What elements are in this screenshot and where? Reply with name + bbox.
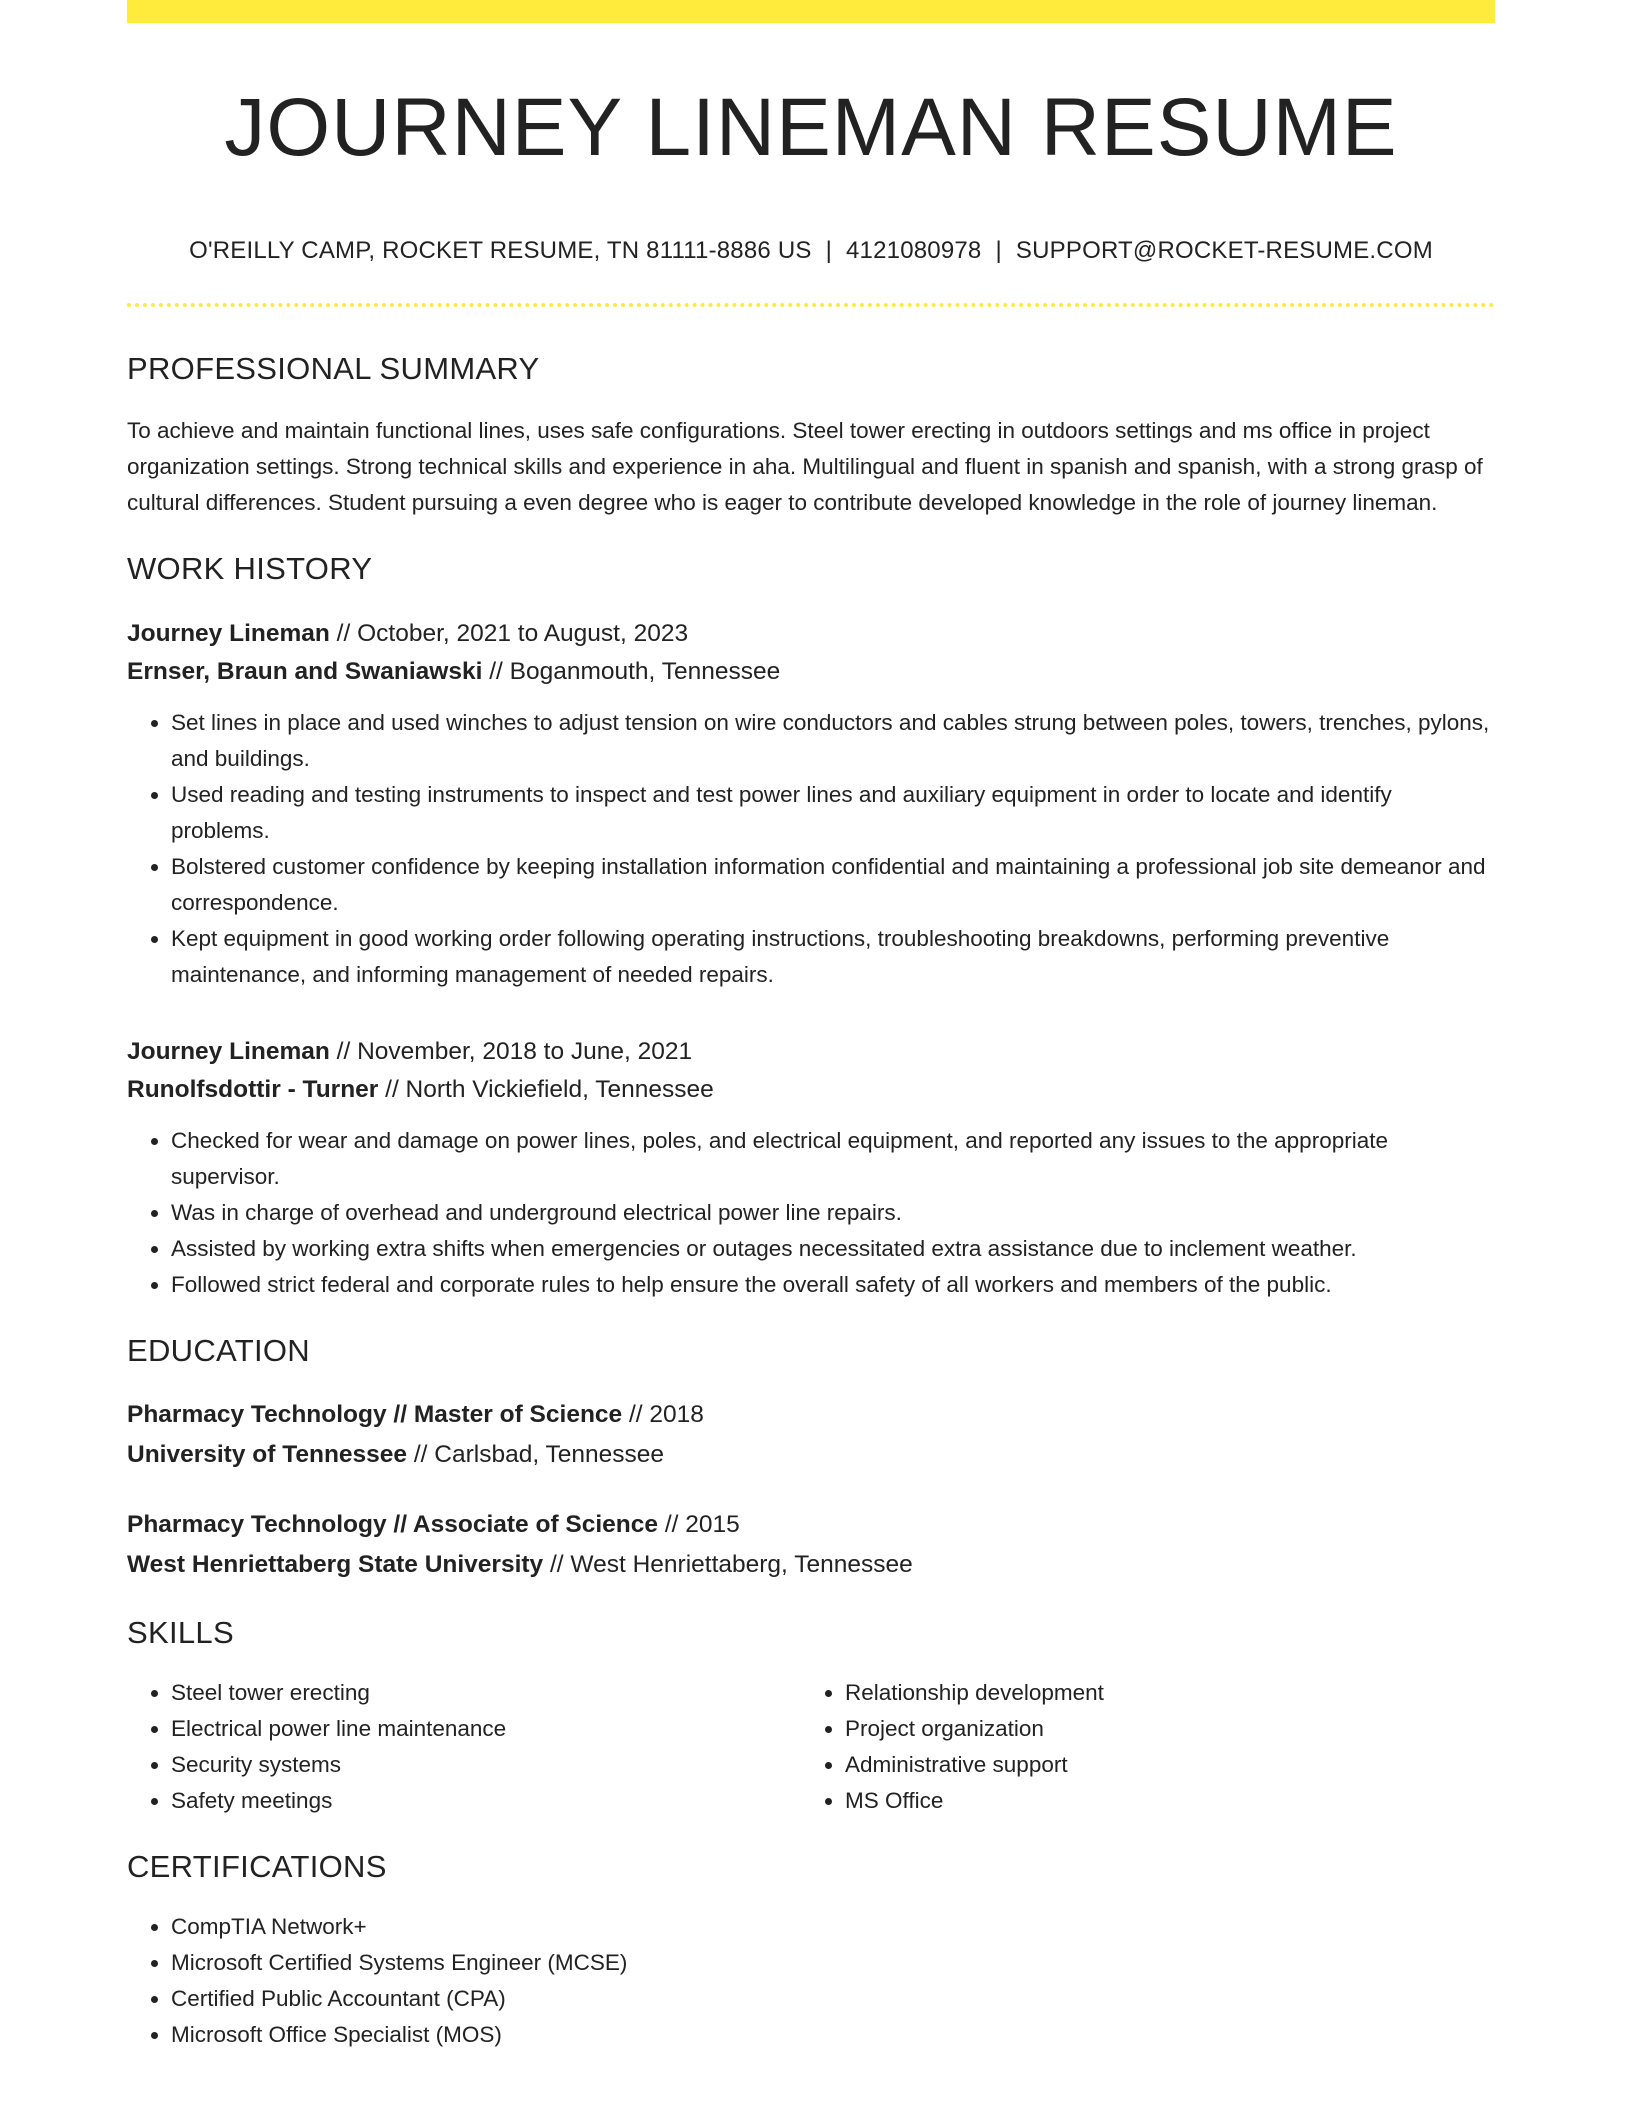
section-heading-education: EDUCATION xyxy=(127,1333,310,1369)
skill-item: • Electrical power line maintenance xyxy=(171,1711,801,1747)
job-bullet: • Used reading and testing instruments to inspect and test power lines and auxiliary equipment in order to locate and identify problems. xyxy=(171,777,1495,849)
certification-item: • CompTIA Network+ xyxy=(171,1909,1495,1945)
skill-item: • Steel tower erecting xyxy=(171,1675,801,1711)
skills-list xyxy=(127,1675,801,1819)
skill-item: • MS Office xyxy=(845,1783,1475,1819)
section-heading-work: WORK HISTORY xyxy=(127,551,373,587)
certification-item: • Microsoft Office Specialist (MOS) xyxy=(171,2017,1495,2053)
summary-text: To achieve and maintain functional lines, uses safe configurations. Steel tower erecting in outdoors settings and ms office in project organization settings. Strong technical skills and experience in aha. Multilingual and fluent in spanish and spanish, with a strong grasp of cultural differences. Student pursuing a even degree who is eager to contribute developed knowledge in the role of journey lineman. xyxy=(127,418,1483,516)
job-entry xyxy=(127,1033,1495,1303)
job-location: // North Vickiefield, Tennessee xyxy=(378,1076,714,1104)
job-bullet: • Bolstered customer confidence by keeping installation information confidential and maintaining a professional job site demeanor and correspondence. xyxy=(171,849,1495,921)
skill-item: • Safety meetings xyxy=(171,1783,801,1819)
skills-section xyxy=(127,1615,1495,1819)
education-entry xyxy=(127,1395,1495,1475)
job-company: Runolfsdottir - Turner xyxy=(127,1076,379,1104)
section-heading-skills: SKILLS xyxy=(127,1615,234,1651)
education-location: // West Henriettaberg, Tennessee xyxy=(543,1551,913,1579)
job-title: Journey Lineman xyxy=(127,1038,330,1066)
section-heading-summary: PROFESSIONAL SUMMARY xyxy=(127,351,540,387)
certifications-list xyxy=(127,1909,1495,2053)
skill-item: • Relationship development xyxy=(845,1675,1475,1711)
job-bullet: • Kept equipment in good working order following operating instructions, troubleshooting breakdowns, performing preventive maintenance, and informing management of needed repairs. xyxy=(171,921,1495,993)
job-bullet: • Checked for wear and damage on power lines, poles, and electrical equipment, and reported any issues to the appropriate supervisor. xyxy=(171,1123,1495,1195)
section-heading-certifications: CERTIFICATIONS xyxy=(127,1849,387,1885)
education-degree: Pharmacy Technology // Master of Science xyxy=(127,1401,623,1429)
education-school: University of Tennessee xyxy=(127,1441,408,1469)
education-section xyxy=(127,1333,1495,1585)
resume-page xyxy=(127,0,1495,2053)
job-company: Ernser, Braun and Swaniawski xyxy=(127,658,483,686)
dotted-divider xyxy=(127,303,1495,307)
job-title: Journey Lineman xyxy=(127,620,330,648)
accent-top-bar xyxy=(127,0,1495,23)
contact-line xyxy=(127,237,1495,265)
job-location: // Boganmouth, Tennessee xyxy=(482,658,781,686)
education-year: // 2018 xyxy=(622,1401,704,1429)
education-school: West Henriettaberg State University xyxy=(127,1551,544,1579)
skills-grid xyxy=(127,1675,1495,1819)
job-bullet: • Was in charge of overhead and underground electrical power line repairs. xyxy=(171,1195,1495,1231)
education-location: // Carlsbad, Tennessee xyxy=(407,1441,664,1469)
job-dates: // October, 2021 to August, 2023 xyxy=(329,620,689,648)
skills-list xyxy=(801,1675,1475,1819)
job-dates: // November, 2018 to June, 2021 xyxy=(329,1038,693,1066)
education-school-line xyxy=(127,1435,1495,1475)
education-entry xyxy=(127,1505,1495,1585)
certifications-section xyxy=(127,1849,1495,2053)
job-bullets xyxy=(127,1123,1495,1303)
education-school-line xyxy=(127,1545,1495,1585)
contact-address: O'REILLY CAMP, ROCKET RESUME, TN 81111-8886 US xyxy=(189,237,812,265)
certification-item: • Microsoft Certified Systems Engineer (MCSE) xyxy=(171,1945,1495,1981)
education-degree: Pharmacy Technology // Associate of Science xyxy=(127,1511,659,1539)
job-company-line xyxy=(127,653,1495,691)
skills-column-left xyxy=(127,1675,801,1819)
skills-column-right xyxy=(801,1675,1475,1819)
skill-item: • Security systems xyxy=(171,1747,801,1783)
job-title-line xyxy=(127,615,1495,653)
education-year: // 2015 xyxy=(658,1511,740,1539)
contact-phone: 4121080978 xyxy=(846,237,982,265)
contact-email: SUPPORT@ROCKET-RESUME.COM xyxy=(1015,237,1433,265)
education-degree-line xyxy=(127,1505,1495,1545)
job-bullet: • Assisted by working extra shifts when emergencies or outages necessitated extra assistance due to inclement weather. xyxy=(171,1231,1495,1267)
job-title-line xyxy=(127,1033,1495,1071)
skill-item: • Project organization xyxy=(845,1711,1475,1747)
job-bullet: • Set lines in place and used winches to adjust tension on wire conductors and cables strung between poles, towers, trenches, pylons, and buildings. xyxy=(171,705,1495,777)
work-history-section xyxy=(127,551,1495,1303)
job-entry xyxy=(127,615,1495,993)
resume-title: JOURNEY LINEMAN RESUME xyxy=(224,82,1398,173)
education-degree-line xyxy=(127,1395,1495,1435)
job-bullet: • Followed strict federal and corporate rules to help ensure the overall safety of all workers and members of the public. xyxy=(171,1267,1495,1303)
job-bullets xyxy=(127,705,1495,993)
professional-summary-section xyxy=(127,351,1495,521)
contact-separator: | xyxy=(825,237,832,265)
contact-separator: | xyxy=(995,237,1002,265)
skill-item: • Administrative support xyxy=(845,1747,1475,1783)
certification-item: • Certified Public Accountant (CPA) xyxy=(171,1981,1495,2017)
job-company-line xyxy=(127,1071,1495,1109)
